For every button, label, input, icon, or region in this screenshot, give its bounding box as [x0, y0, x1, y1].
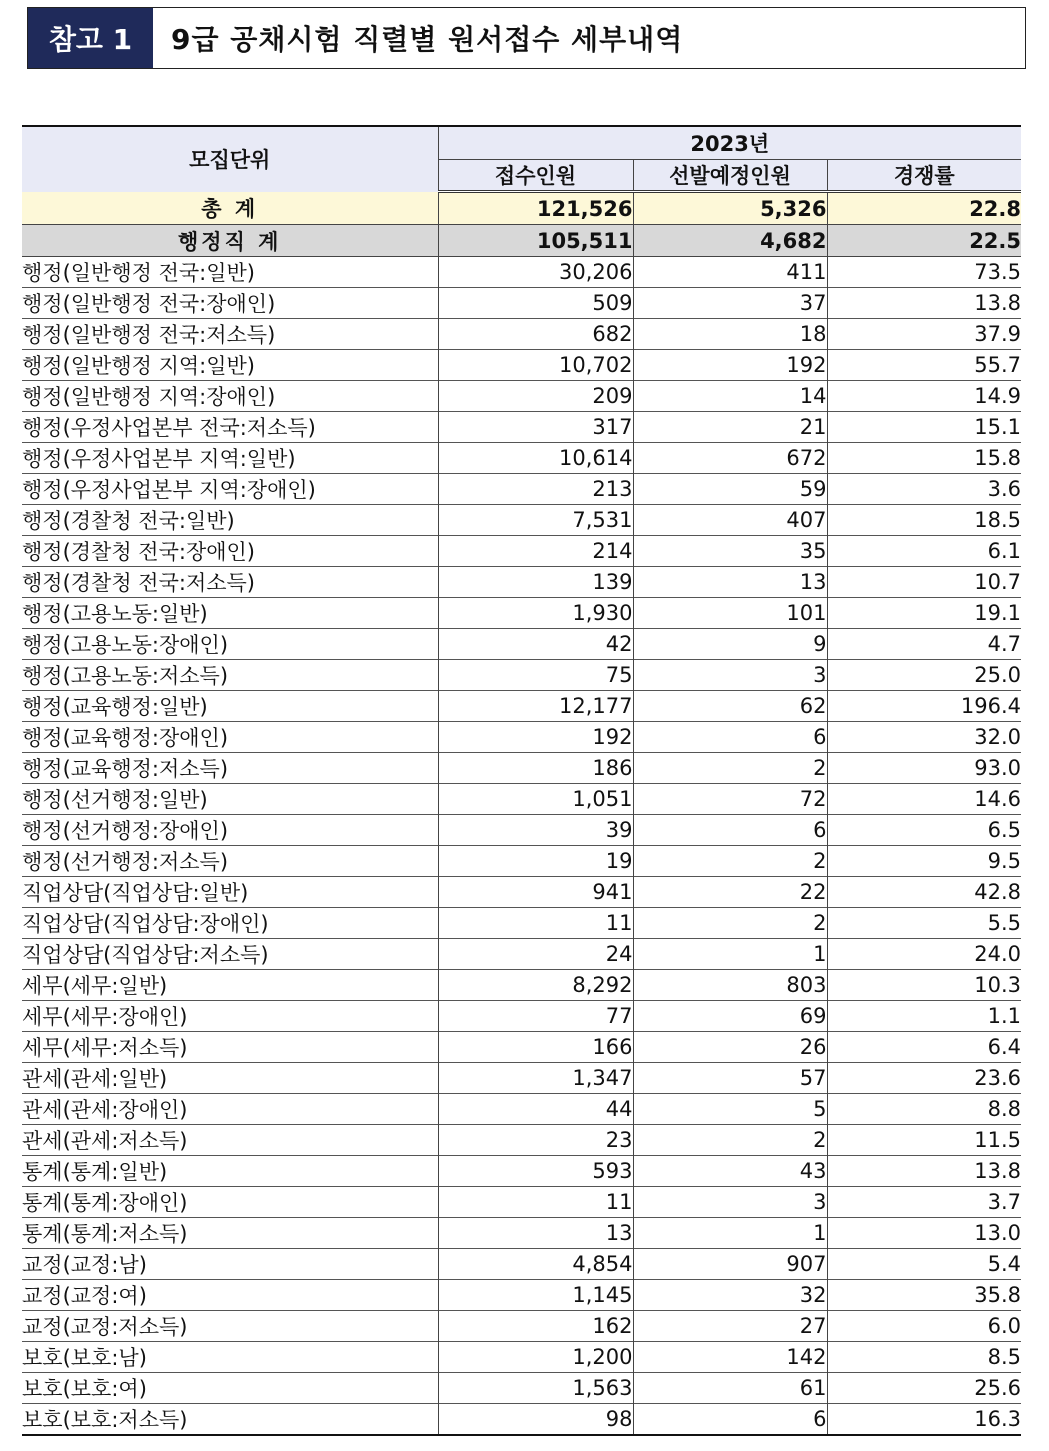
row-label: 보호(보호:저소득): [22, 1404, 438, 1436]
row-ratio: 8.8: [827, 1094, 1021, 1125]
row-label: 행정(고용노동:장애인): [22, 629, 438, 660]
row-label: 직업상담(직업상담:저소득): [22, 939, 438, 970]
row-applicants: 7,531: [438, 505, 633, 536]
row-applicants: 209: [438, 381, 633, 412]
table-row: [22, 1373, 1021, 1404]
table-row: [22, 815, 1021, 846]
row-applicants: 1,200: [438, 1342, 633, 1373]
row-planned: 32: [633, 1280, 827, 1311]
row-label: 행정(경찰청 전국:장애인): [22, 536, 438, 567]
row-planned: 407: [633, 505, 827, 536]
table-row: [22, 970, 1021, 1001]
row-ratio: 5.5: [827, 908, 1021, 939]
row-label: 행정(일반행정 전국:일반): [22, 257, 438, 288]
row-label: 세무(세무:저소득): [22, 1032, 438, 1063]
table-row: [22, 1342, 1021, 1373]
row-applicants: 12,177: [438, 691, 633, 722]
row-applicants: 42: [438, 629, 633, 660]
table-row: [22, 505, 1021, 536]
row-planned: 13: [633, 567, 827, 598]
row-planned: 6: [633, 1404, 827, 1436]
row-planned: 62: [633, 691, 827, 722]
row-label: 행정(교육행정:일반): [22, 691, 438, 722]
row-applicants: 1,347: [438, 1063, 633, 1094]
row-label: 교정(교정:저소득): [22, 1311, 438, 1342]
row-label: 행정(선거행정:일반): [22, 784, 438, 815]
row-planned: 9: [633, 629, 827, 660]
table-row: [22, 288, 1021, 319]
row-planned: 672: [633, 443, 827, 474]
row-ratio: 24.0: [827, 939, 1021, 970]
row-ratio: 3.6: [827, 474, 1021, 505]
row-label: 행정(경찰청 전국:일반): [22, 505, 438, 536]
row-ratio: 93.0: [827, 753, 1021, 784]
row-ratio: 16.3: [827, 1404, 1021, 1436]
row-ratio: 15.8: [827, 443, 1021, 474]
row-ratio: 1.1: [827, 1001, 1021, 1032]
row-planned: 907: [633, 1249, 827, 1280]
row-planned: 59: [633, 474, 827, 505]
row-applicants: 39: [438, 815, 633, 846]
row-ratio: 13.8: [827, 1156, 1021, 1187]
row-planned: 1: [633, 939, 827, 970]
row-ratio: 25.0: [827, 660, 1021, 691]
row-planned: 6: [633, 722, 827, 753]
row-ratio: 6.1: [827, 536, 1021, 567]
row-label: 행정(선거행정:장애인): [22, 815, 438, 846]
table-row: [22, 567, 1021, 598]
row-applicants: 213: [438, 474, 633, 505]
row-ratio: 13.0: [827, 1218, 1021, 1249]
subtotal-label: 행정직 계: [22, 225, 438, 257]
table-row: [22, 753, 1021, 784]
row-ratio: 9.5: [827, 846, 1021, 877]
row-label: 행정(우정사업본부 지역:일반): [22, 443, 438, 474]
header-ratio: 경쟁률: [827, 160, 1021, 192]
row-ratio: 4.7: [827, 629, 1021, 660]
row-applicants: 941: [438, 877, 633, 908]
table-row: [22, 536, 1021, 567]
recruitment-table: [22, 125, 1021, 1436]
row-applicants: 10,702: [438, 350, 633, 381]
row-planned: 43: [633, 1156, 827, 1187]
row-label: 행정(고용노동:일반): [22, 598, 438, 629]
row-planned: 61: [633, 1373, 827, 1404]
row-label: 행정(일반행정 전국:장애인): [22, 288, 438, 319]
row-applicants: 166: [438, 1032, 633, 1063]
row-ratio: 196.4: [827, 691, 1021, 722]
table-row: [22, 1156, 1021, 1187]
row-applicants: 1,930: [438, 598, 633, 629]
subtotal-applicants: 105,511: [438, 225, 633, 257]
row-planned: 411: [633, 257, 827, 288]
row-ratio: 6.4: [827, 1032, 1021, 1063]
page-title: 9급 공채시험 직렬별 원서접수 세부내역: [171, 23, 684, 56]
row-applicants: 11: [438, 1187, 633, 1218]
row-planned: 27: [633, 1311, 827, 1342]
table-row: [22, 1125, 1021, 1156]
table-row: [22, 784, 1021, 815]
row-ratio: 13.8: [827, 288, 1021, 319]
row-applicants: 23: [438, 1125, 633, 1156]
row-planned: 21: [633, 412, 827, 443]
row-ratio: 25.6: [827, 1373, 1021, 1404]
row-label: 직업상담(직업상담:장애인): [22, 908, 438, 939]
row-applicants: 75: [438, 660, 633, 691]
row-ratio: 18.5: [827, 505, 1021, 536]
row-label: 행정(일반행정 전국:저소득): [22, 319, 438, 350]
table-row: [22, 1280, 1021, 1311]
table-row: [22, 660, 1021, 691]
total-ratio: 22.8: [827, 192, 1021, 225]
row-applicants: 1,145: [438, 1280, 633, 1311]
row-applicants: 214: [438, 536, 633, 567]
row-applicants: 77: [438, 1001, 633, 1032]
row-planned: 1: [633, 1218, 827, 1249]
row-ratio: 35.8: [827, 1280, 1021, 1311]
reference-tag: 참고 1: [28, 8, 153, 68]
row-ratio: 8.5: [827, 1342, 1021, 1373]
title-box: [27, 7, 1026, 69]
table-row: [22, 319, 1021, 350]
table-row: [22, 443, 1021, 474]
row-ratio: 6.5: [827, 815, 1021, 846]
row-applicants: 19: [438, 846, 633, 877]
row-planned: 22: [633, 877, 827, 908]
row-label: 통계(통계:장애인): [22, 1187, 438, 1218]
table-row: [22, 350, 1021, 381]
row-planned: 2: [633, 846, 827, 877]
row-applicants: 317: [438, 412, 633, 443]
row-applicants: 24: [438, 939, 633, 970]
row-ratio: 55.7: [827, 350, 1021, 381]
row-label: 행정(교육행정:장애인): [22, 722, 438, 753]
row-label: 교정(교정:남): [22, 1249, 438, 1280]
subtotal-ratio: 22.5: [827, 225, 1021, 257]
table-row: [22, 1032, 1021, 1063]
row-planned: 57: [633, 1063, 827, 1094]
row-planned: 5: [633, 1094, 827, 1125]
row-label: 보호(보호:남): [22, 1342, 438, 1373]
header-unit: 모집단위: [22, 126, 438, 192]
table-row: [22, 1094, 1021, 1125]
row-planned: 18: [633, 319, 827, 350]
row-ratio: 3.7: [827, 1187, 1021, 1218]
row-label: 행정(고용노동:저소득): [22, 660, 438, 691]
row-planned: 192: [633, 350, 827, 381]
row-ratio: 10.3: [827, 970, 1021, 1001]
table-row: [22, 846, 1021, 877]
row-label: 세무(세무:장애인): [22, 1001, 438, 1032]
row-applicants: 593: [438, 1156, 633, 1187]
row-label: 관세(관세:장애인): [22, 1094, 438, 1125]
row-applicants: 162: [438, 1311, 633, 1342]
table-row: [22, 722, 1021, 753]
row-ratio: 5.4: [827, 1249, 1021, 1280]
row-label: 행정(일반행정 지역:일반): [22, 350, 438, 381]
row-ratio: 23.6: [827, 1063, 1021, 1094]
row-applicants: 30,206: [438, 257, 633, 288]
row-applicants: 139: [438, 567, 633, 598]
row-label: 통계(통계:일반): [22, 1156, 438, 1187]
row-label: 직업상담(직업상담:일반): [22, 877, 438, 908]
subtotal-planned: 4,682: [633, 225, 827, 257]
subtotal-row: [22, 225, 1021, 257]
table-row: [22, 1249, 1021, 1280]
table-row: [22, 939, 1021, 970]
table-row: [22, 1001, 1021, 1032]
row-label: 관세(관세:저소득): [22, 1125, 438, 1156]
header-applicants: 접수인원: [438, 160, 633, 192]
row-label: 행정(우정사업본부 전국:저소득): [22, 412, 438, 443]
row-planned: 37: [633, 288, 827, 319]
total-label: 총 계: [22, 192, 438, 225]
total-planned: 5,326: [633, 192, 827, 225]
table-row: [22, 1311, 1021, 1342]
table-row: [22, 877, 1021, 908]
row-applicants: 186: [438, 753, 633, 784]
table-row: [22, 381, 1021, 412]
row-ratio: 37.9: [827, 319, 1021, 350]
row-ratio: 15.1: [827, 412, 1021, 443]
row-applicants: 4,854: [438, 1249, 633, 1280]
table-row: [22, 1187, 1021, 1218]
table-row: [22, 257, 1021, 288]
row-applicants: 682: [438, 319, 633, 350]
row-planned: 2: [633, 1125, 827, 1156]
table-row: [22, 1063, 1021, 1094]
header-planned: 선발예정인원: [633, 160, 827, 192]
row-planned: 26: [633, 1032, 827, 1063]
row-ratio: 11.5: [827, 1125, 1021, 1156]
row-applicants: 10,614: [438, 443, 633, 474]
row-planned: 35: [633, 536, 827, 567]
row-label: 세무(세무:일반): [22, 970, 438, 1001]
table-row: [22, 1218, 1021, 1249]
row-planned: 6: [633, 815, 827, 846]
row-planned: 3: [633, 660, 827, 691]
row-ratio: 42.8: [827, 877, 1021, 908]
header-year: 2023년: [438, 126, 1021, 160]
row-applicants: 8,292: [438, 970, 633, 1001]
row-ratio: 14.9: [827, 381, 1021, 412]
row-applicants: 11: [438, 908, 633, 939]
row-label: 행정(우정사업본부 지역:장애인): [22, 474, 438, 505]
row-label: 행정(일반행정 지역:장애인): [22, 381, 438, 412]
row-planned: 3: [633, 1187, 827, 1218]
row-planned: 72: [633, 784, 827, 815]
row-ratio: 19.1: [827, 598, 1021, 629]
row-label: 통계(통계:저소득): [22, 1218, 438, 1249]
row-label: 행정(교육행정:저소득): [22, 753, 438, 784]
total-row: [22, 192, 1021, 225]
row-label: 보호(보호:여): [22, 1373, 438, 1404]
table-row: [22, 598, 1021, 629]
row-ratio: 6.0: [827, 1311, 1021, 1342]
row-applicants: 509: [438, 288, 633, 319]
table-row: [22, 629, 1021, 660]
row-planned: 2: [633, 908, 827, 939]
row-ratio: 14.6: [827, 784, 1021, 815]
table-row: [22, 908, 1021, 939]
table-row: [22, 474, 1021, 505]
row-applicants: 13: [438, 1218, 633, 1249]
row-ratio: 32.0: [827, 722, 1021, 753]
row-ratio: 10.7: [827, 567, 1021, 598]
row-planned: 69: [633, 1001, 827, 1032]
row-planned: 101: [633, 598, 827, 629]
row-applicants: 192: [438, 722, 633, 753]
row-applicants: 1,051: [438, 784, 633, 815]
row-planned: 142: [633, 1342, 827, 1373]
row-planned: 2: [633, 753, 827, 784]
table-row: [22, 412, 1021, 443]
row-label: 행정(선거행정:저소득): [22, 846, 438, 877]
row-applicants: 44: [438, 1094, 633, 1125]
row-applicants: 98: [438, 1404, 633, 1436]
row-ratio: 73.5: [827, 257, 1021, 288]
table-row: [22, 691, 1021, 722]
row-label: 교정(교정:여): [22, 1280, 438, 1311]
row-planned: 803: [633, 970, 827, 1001]
row-planned: 14: [633, 381, 827, 412]
table-row: [22, 1404, 1021, 1436]
row-applicants: 1,563: [438, 1373, 633, 1404]
row-label: 행정(경찰청 전국:저소득): [22, 567, 438, 598]
row-label: 관세(관세:일반): [22, 1063, 438, 1094]
total-applicants: 121,526: [438, 192, 633, 225]
